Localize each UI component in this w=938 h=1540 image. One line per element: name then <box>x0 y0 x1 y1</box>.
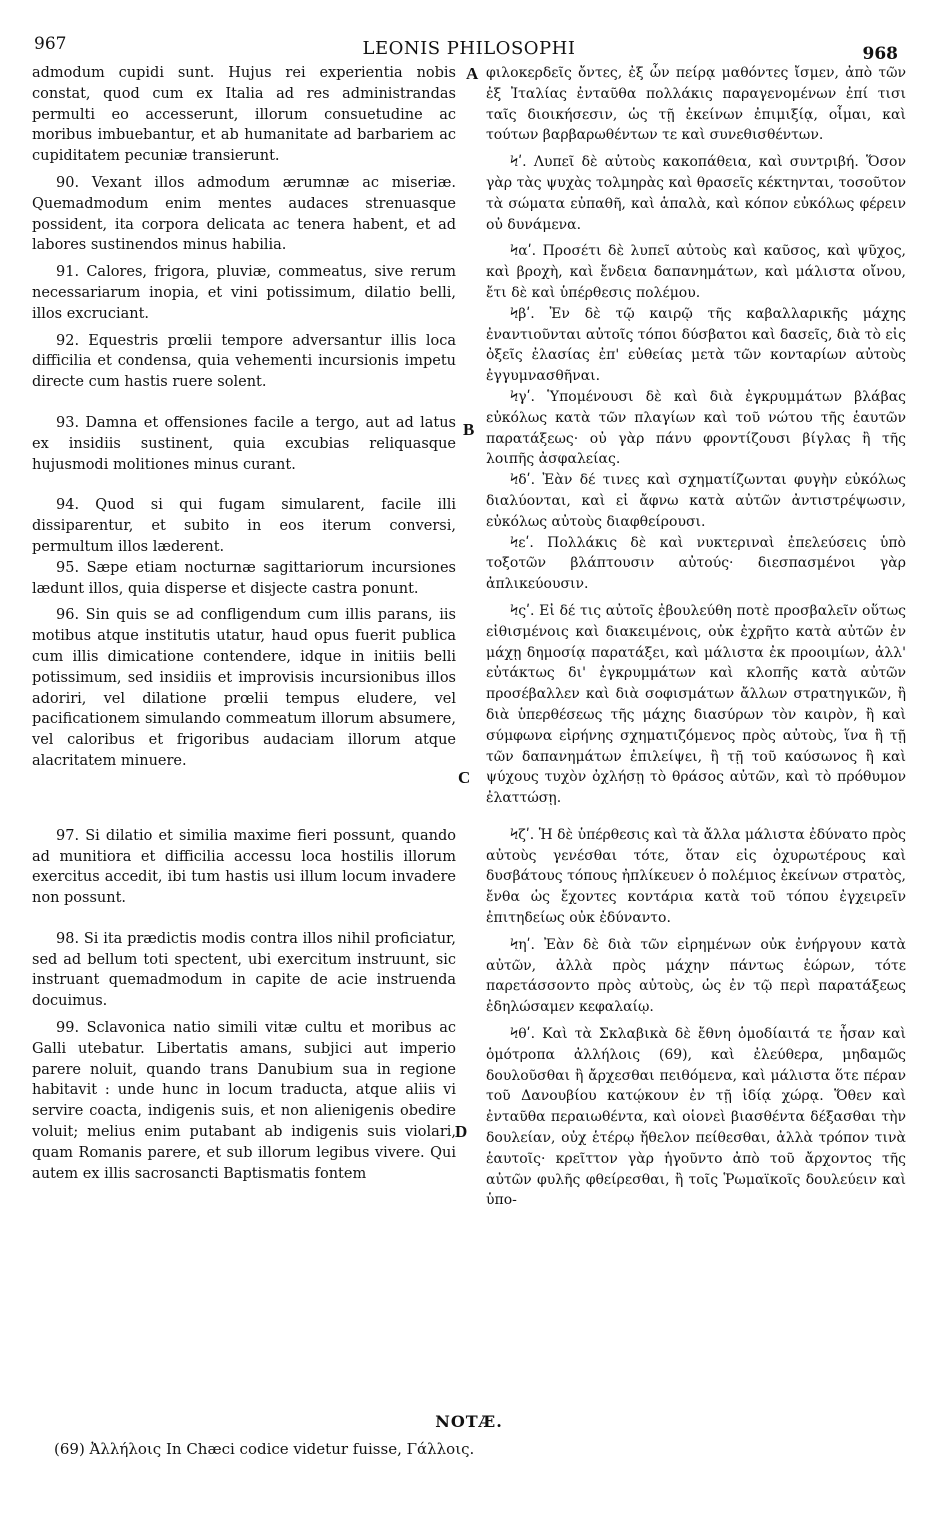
latin-column <box>32 63 456 1184</box>
latin-paragraph-91: 91. Calores, frigora, pluviæ, commeatus, sive rerum necessariarum inopia, et vini potissimum, dilatio belli, illos excruciant. <box>32 264 456 322</box>
latin-paragraph-89-cont: admodum cupidi sunt. Hujus rei experientia nobis constat, quod cum ex Italia ad res administrandas permulti eo accesserunt, illorum consuetudine ac moribus imbuebantur, et ab humanitate ad barbariem ac cupiditatem pecuniæ transierunt. <box>32 65 456 165</box>
greek-paragraph-98: Ϟηʹ. Ἐὰν δὲ διὰ τῶν εἰρημένων οὐκ ἐνήργουν κατὰ αὐτῶν, ἀλλὰ πρὸς μάχην πάντως ἑώρων, τότε παρετάσσοντο πρὸς αὐτοὺς, ὡς ἐν τῷ περὶ παρατάξεως ἐδηλώσαμεν κεφαλαίῳ. <box>486 936 906 1016</box>
latin-paragraph-92: 92. Equestris prœlii tempore adversantur illis loca difficilia et condensa, quia vehementi incursionis impetu directe cum hastis ruere solent. <box>32 332 456 391</box>
latin-paragraph-90: 90. Vexant illos admodum ærumnæ ac miseriæ. Quemadmodum enim mentes audaces strenuasque possident, ita corpora delicata ac tenera habent, et ad labores sustinendos minus habilia. <box>32 174 456 254</box>
greek-paragraph-97: Ϟζʹ. Ἡ δὲ ὑπέρθεσις καὶ τὰ ἄλλα μάλιστα ἐδύνατο πρὸς αὐτοὺς γενέσθαι τότε, ὅταν εἰς ὀχυρωτέρους καὶ δυσβάτους τόπους ἠπλίκευεν ὁ πολέμιος ἐκείνων στρατὸς, ἔνθα ὡς ἔχοντες κοντάρια κατὰ τοῦ τόπου ἐγχειρεῖν ἐπιτηδείως οὐκ ἐδύναντο. <box>486 826 906 927</box>
latin-paragraph-95: 95. Sæpe etiam nocturnæ sagittariorum incursiones lædunt illos, quia disperse et disjecte castra ponunt. <box>32 559 456 597</box>
footnote-69: (69) Ἀλλήλοις In Chæci codice videtur fuisse, Γάλλοις. <box>54 1440 475 1458</box>
greek-paragraph-96: Ϟςʹ. Εἰ δέ τις αὐτοῖς ἐβουλεύθη ποτὲ προσβαλεῖν οὕτως εἰθισμένοις καὶ διακειμένοις, οὐκ ἐχρῆτο κατὰ αὐτῶν ἐν μάχῃ δημοσίᾳ παρατάξει, καὶ μάλιστα ἐκ προοιμίων, ἀλλ' εὐτάκτως δι' ἐγκρυμμάτων καὶ κλοπῆς κατὰ αὐτῶν προσέβαλλεν καὶ διὰ σοφισμάτων ἄλλων στρατηγικῶν, ἢ διὰ ὑπερθέσεως τῆς μάχης διασύρων τὸν καιρὸν, ἢ καὶ σύμφωνα εἰρήνης σχηματιζόμενος πρὸς αὐτοὺς, ἵνα ἢ τῇ τῶν δαπανημάτων ἐπιλείψει, ἢ τῇ τοῦ καύσωνος ἢ καὶ ψύχους τυχὸν ὀχλήσῃ τὸ θράσος αὐτῶν, καὶ τὸ πρόθυμον ἐλαττώσῃ. <box>486 602 906 807</box>
greek-paragraph-94: Ϟδʹ. Ἐὰν δέ τινες καὶ σχηματίζωνται φυγὴν εὐκόλως διαλύονται, καὶ εἰ ἄφνω κατὰ αὐτῶν ἀντιστρέψωσιν, εὐκόλως αὐτοὺς διαφθείρουσι. <box>486 472 906 530</box>
greek-paragraph-91: Ϟαʹ. Προσέτι δὲ λυπεῖ αὐτοὺς καὶ καῦσος, καὶ ψῦχος, καὶ βροχὴ, καὶ ἔνδεια δαπανημάτων, καὶ μάλιστα οἴνου, ἔτι δὲ καὶ ὑπέρθεσις πολέμου. <box>486 243 906 301</box>
latin-paragraph-98: 98. Si ita prædictis modis contra illos nihil proficiatur, sed ad bellum toti spectent, ubi exercitum instruunt, sic instruant quemadmodum in capite de acie instruenda docuimus. <box>32 930 456 1010</box>
margin-letter-d: D <box>455 1122 468 1141</box>
greek-paragraph-99: Ϟθʹ. Καὶ τὰ Σκλαβικὰ δὲ ἔθνη ὁμοδίαιτά τε ἦσαν καὶ ὁμότροπα ἀλλήλοις (69), καὶ ἐλεύθερα, μηδαμῶς δουλοῦσθαι ἢ ἄρχεσθαι πειθόμενα, καὶ μάλιστα ὅτε πέραν τοῦ Δανουβίου κατῴκουν ἐν τῇ ἰδίᾳ χώρᾳ. Ὅθεν καὶ ἐνταῦθα περαιωθέντα, καὶ οἱονεὶ βιασθέντα δέξασθαι τὴν δουλείαν, οὐχ ἑτέρῳ ἤθελον πείθεσθαι, ἀλλὰ τρόπον τινὰ ἑαυτοῖς· κρεῖττον γὰρ ἡγοῦντο ἀπὸ τοῦ ἄρχοντος τῆς αὐτῶν φυλῆς φθείρεσθαι, ἢ τοῖς Ῥωμαϊκοῖς δουλεύειν καὶ ὑπο- <box>486 1026 906 1209</box>
latin-paragraph-93: 93. Damna et offensiones facile a tergo, aut ad latus ex insidiis sustinent, quia excubias reliquasque hujusmodi molitiones minus curant. <box>32 414 456 473</box>
margin-letter-c: C <box>458 768 471 787</box>
margin-letter-a: A <box>466 64 479 83</box>
notes-heading: NOTÆ. <box>435 1412 503 1431</box>
greek-paragraph-90: Ϟʹ. Λυπεῖ δὲ αὐτοὺς κακοπάθεια, καὶ συντριβή. Ὅσον γὰρ τὰς ψυχὰς τολμηρὰς καὶ θρασεῖς κέκτηνται, τοσοῦτον τὰ σώματα εὐπαθῆ, καὶ ἁπαλὰ, καὶ κόπον εὐκόλως φέρειν οὐ δυνάμενα. <box>486 154 906 233</box>
latin-paragraph-99: 99. Sclavonica natio simili vitæ cultu et moribus ac Galli utebatur. Libertatis amans, subjici aut imperio parere noluit, quando trans Danubium sua in regione habitavit : unde hunc in locum traducta, atque aliis vi servire coacta, indigenis suis, et non alienigenis obedire voluit; melius enim putabant ab indigenis suis violari, quam Romanis parere, et sub illorum legibus vivere. Qui autem ex illis sacrosancti Baptismatis fontem <box>32 1020 456 1182</box>
latin-paragraph-97: 97. Si dilatio et similia maxime fieri possunt, quando ad munitiora et difficilia accessu loca hostilis illorum exercitus accedit, ibi tum hastis usi illum locum invadere non possunt. <box>32 827 456 907</box>
running-title: LEONIS PHILOSOPHI <box>362 38 576 59</box>
greek-column <box>486 63 906 1211</box>
page-number-right: 968 <box>862 44 898 64</box>
latin-paragraph-94: 94. Quod si qui fugam simularent, facile illi dissiparentur, et subito in eos iterum conversi, permultum illos læderent. <box>32 497 456 555</box>
margin-letter-b: B <box>463 420 475 439</box>
greek-paragraph-92: Ϟβʹ. Ἐν δὲ τῷ καιρῷ τῆς καβαλλαρικῆς μάχης ἐναντιοῦνται αὐτοῖς τόποι δύσβατοι καὶ δασεῖς, διὰ τὸ εἰς ὀξεῖς ἐλασίας ἐπ' εὐθείας μετὰ τῶν κονταρίων αὐτοὺς ἐγγυμνασθῆναι. <box>486 305 906 385</box>
page-number-left: 967 <box>34 34 67 54</box>
latin-paragraph-96: 96. Sin quis se ad confligendum cum illis parans, iis motibus atque institutis utatur, haud opus fuerit publica cum illis dimicatione contendere, idque in initiis belli potissimum, sed insidiis et improvisis incursionibus illos adoriri, vel dilatione prœlii tempus eludere, vel pacificationem simulando commeatum illorum absumere, vel caloribus et frigoribus audaciam illorum atque alacritatem minuere. <box>32 607 456 769</box>
greek-paragraph-93: Ϟγʹ. Ὑπομένουσι δὲ καὶ διὰ ἐγκρυμμάτων βλάβας εὐκόλως κατὰ τῶν πλαγίων καὶ τοῦ νώτου τῆς ἑαυτῶν παρατάξεως· οὐ γὰρ πάνυ φροντίζουσι βίγλας ἢ τῆς λοιπῆς ἀσφαλείας. <box>486 388 906 468</box>
greek-paragraph-89-cont: φιλοκερδεῖς ὄντες, ἐξ ὧν πείρᾳ μαθόντες ἴσμεν, ἀπὸ τῶν ἐξ Ἰταλίας ἐνταῦθα πολλάκις παραγενομένων ἐπί τισι ταῖς διοικήσεσιν, ὡς τῇ ἐκείνων ἐπιμιξίᾳ, οἶμαι, καὶ τούτων βαρβαρωθέντων τε καὶ συνεθισθέντων. <box>486 65 906 144</box>
greek-paragraph-95: Ϟεʹ. Πολλάκις δὲ καὶ νυκτεριναὶ ἐπελεύσεις ὑπὸ τοξοτῶν βλάπτουσιν αὐτούς· διεσπασμένοι γὰρ ἀπλικεύουσιν. <box>486 534 906 593</box>
